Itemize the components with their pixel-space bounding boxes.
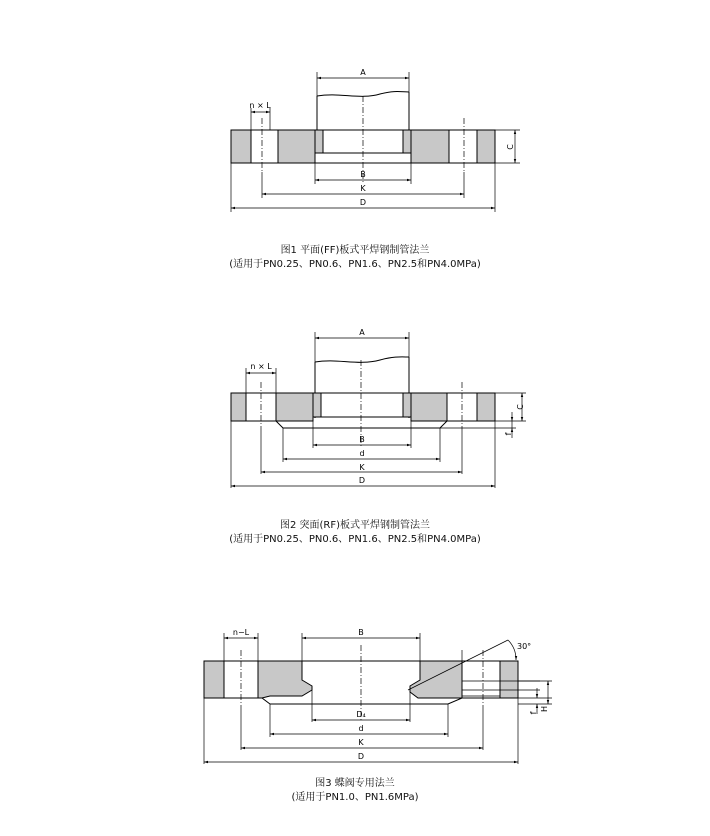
fig3-label-K: K [358,738,364,747]
fig3-label-angle: 30° [517,642,532,651]
fig1-label-nxL: n × L [249,101,271,110]
fig3-label-B: B [358,628,364,637]
fig2-flange-right-outer [477,393,495,421]
fig2-label-C: C [516,404,525,410]
fig3-flange-left-inner [258,661,312,698]
fig3-label-H: H [540,705,549,713]
fig1-label-D: D [359,198,367,207]
fig2-label-d: d [359,449,365,458]
fig2-caption-title: 图2 突面(RF)板式平焊钢制管法兰 [279,520,431,531]
fig2-flange-right-inner [411,393,447,421]
fig3-caption-sub: (适用于PN1.0、PN1.6MPa) [291,792,419,803]
fig3-label-f: f [529,711,538,715]
fig2-label-D: D [358,476,366,485]
fig2-pipe-break [315,357,409,362]
fig1-flange-right-outer [477,130,495,163]
fig2-label-A: A [359,328,365,337]
fig1-label-C: C [506,144,515,150]
fig1-label-B: B [360,170,366,179]
fig3-label-D: D [357,752,365,761]
fig1-flange-right-inner [411,130,449,163]
fig1-label-A: A [360,68,366,77]
fig3-flange-left-outer [204,661,224,698]
fig2-caption-sub: (适用于PN0.25、PN0.6、PN1.6、PN2.5和PN4.0MPa) [229,534,481,545]
fig1-caption [0,244,710,272]
fig2-flange-left-outer [231,393,246,421]
fig1-caption-title: 图1 平面(FF)板式平焊钢制管法兰 [280,245,430,256]
fig1-caption-sub: (适用于PN0.25、PN0.6、PN1.6、PN2.5和PN4.0MPa) [229,259,481,270]
fig2-label-nxL: n × L [250,362,272,371]
fig3-label-D4: D₄ [356,710,366,719]
fig2-flange-left-inner [276,393,313,421]
figure1-drawing [231,68,520,212]
fig3-caption [0,777,710,805]
fig1-label-K: K [360,184,366,193]
fig3-caption-title: 图3 蝶阀专用法兰 [315,778,395,789]
figure3-drawing [204,628,552,764]
fig2-caption [0,519,710,547]
fig1-flange-left-inner [278,130,315,163]
fig1-pipe-break [317,92,409,97]
fig2-label-B: B [359,435,365,444]
fig3-label-nL: n−L [232,628,250,637]
fig3-flange-right-outer [500,661,518,698]
figure2-drawing [231,328,526,488]
fig3-label-d: d [358,724,364,733]
fig1-flange-left-outer [231,130,251,163]
fig2-label-f: f [504,432,513,436]
fig2-label-K: K [359,463,365,472]
